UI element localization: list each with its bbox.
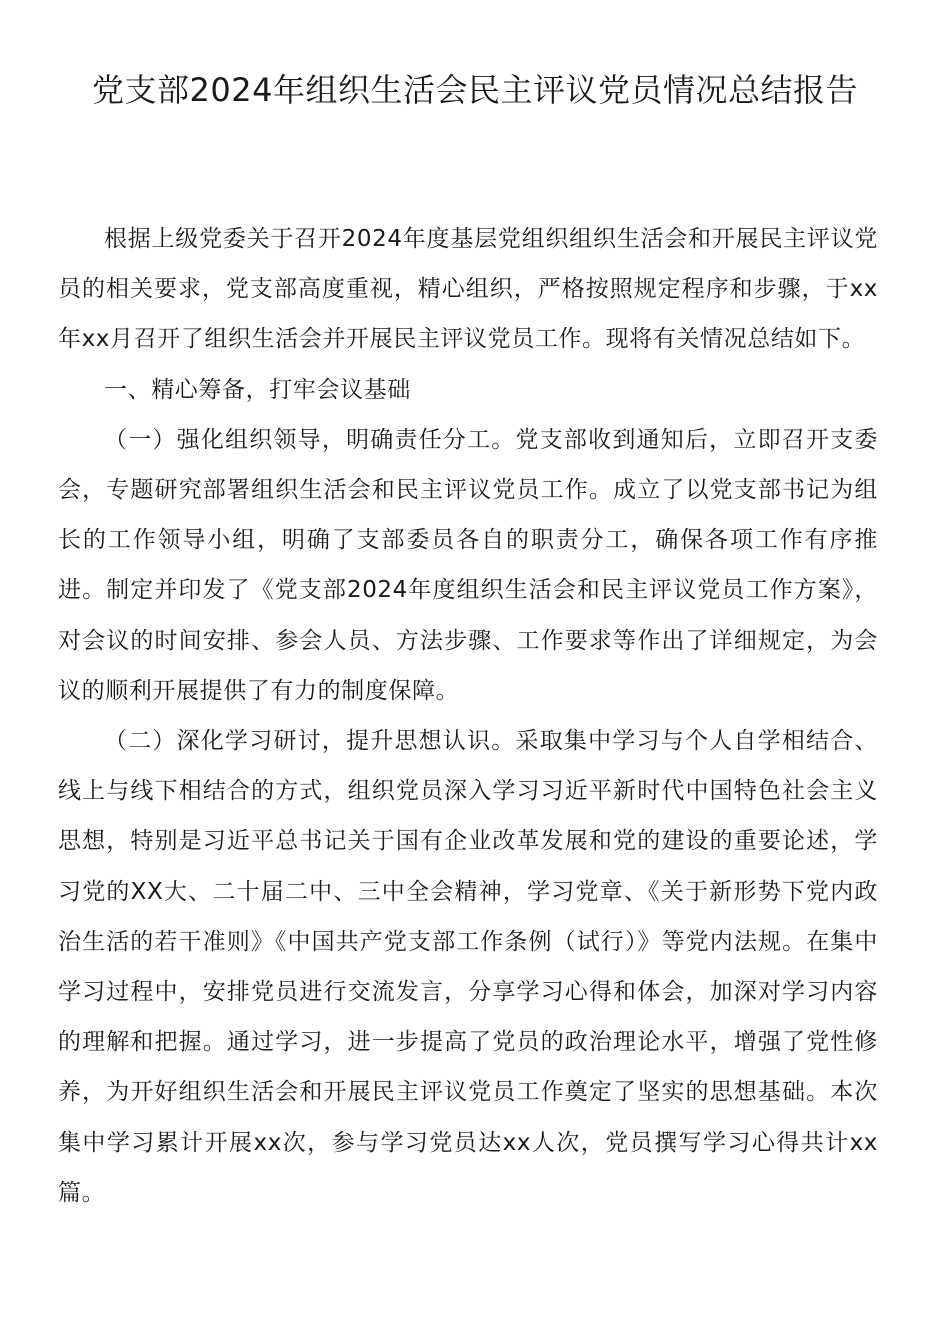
document-title: 党支部2024年组织生活会民主评议党员情况总结报告 — [92, 71, 858, 109]
section-heading-1: 一、精心筹备，打牢会议基础 — [104, 376, 411, 403]
intro-paragraph: 根据上级党委关于召开2024年度基层党组织组织生活会和开展民主评议党员的相关要求，党支部高度重视，精心组织，严格按照规定程序和步骤，于xx年xx月召开了组织生活会并开展民主评议党员工作。现将有关情况总结如下。 — [58, 226, 878, 353]
document-body — [58, 214, 878, 1218]
subsection-paragraph-2: （二）深化学习研讨，提升思想认识。采取集中学习与个人自学相结合、线上与线下相结合的方式，组织党员深入学习习近平新时代中国特色社会主义思想，特别是习近平总书记关于国有企业改革发展和党的建设的重要论述，学习党的XX大、二十届二中、三中全会精神，学习党章、《关于新形势下党内政治生活的若干准则》《中国共产党支部工作条例（试行）》等党内法规。在集中学习过程中，安排党员进行交流发言，分享学习心得和体会，加深对学习内容的理解和把握。通过学习，进一步提高了党员的政治理论水平，增强了党性修养，为开好组织生活会和开展民主评议党员工作奠定了坚实的思想基础。本次集中学习累计开展xx次，参与学习党员达xx人次，党员撰写学习心得共计xx篇。 — [58, 728, 878, 1206]
subsection-paragraph-1: （一）强化组织领导，明确责任分工。党支部收到通知后，立即召开支委会，专题研究部署组织生活会和民主评议党员工作。成立了以党支部书记为组长的工作领导小组，明确了支部委员各自的职责分工，确保各项工作有序推进。制定并印发了《党支部2024年度组织生活会和民主评议党员工作方案》，对会议的时间安排、参会人员、方法步骤、工作要求等作出了详细规定，为会议的顺利开展提供了有力的制度保障。 — [58, 426, 878, 704]
